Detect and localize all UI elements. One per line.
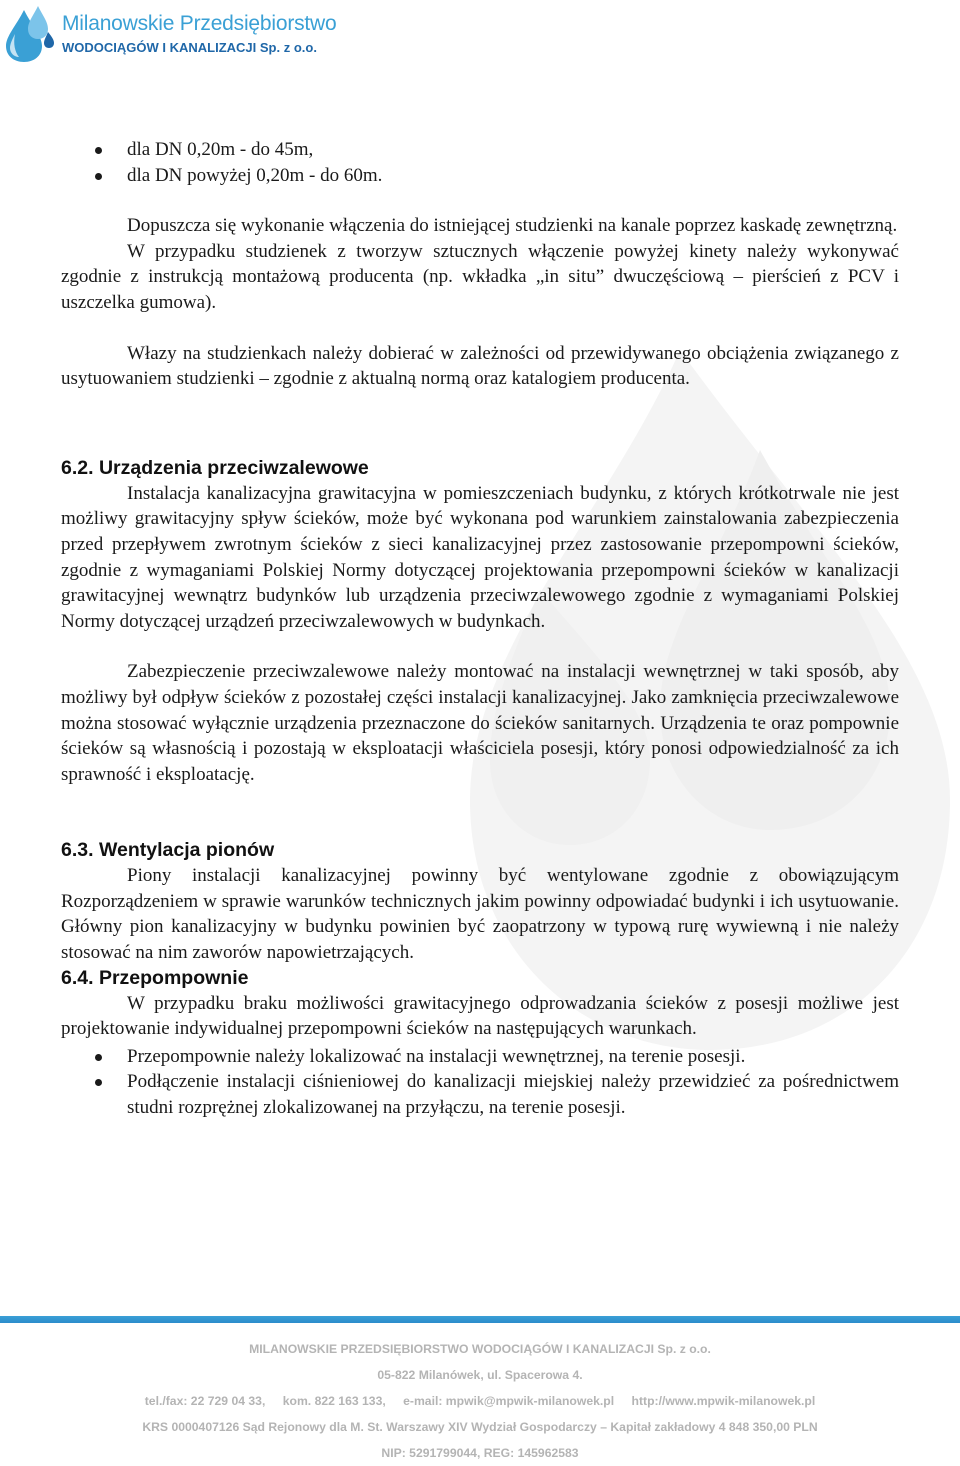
footer-company-name: MILANOWSKIE PRZEDSIĘBIORSTWO WODOCIĄGÓW I KANALIZACJI Sp. z o.o. bbox=[249, 1342, 711, 1356]
company-name-line1: Milanowskie Przedsiębiorstwo bbox=[62, 12, 337, 35]
water-drops-icon bbox=[2, 4, 54, 64]
paragraph-wlazy: Włazy na studzienkach należy dobierać w zależności od przewidywanego obciążenia związanego z usytuowaniem studzienki – zgodnie z aktualną normą oraz katalogiem producenta. bbox=[61, 342, 899, 390]
list-item: Przepompownie należy lokalizować na instalacji wewnętrznej, na terenie posesji. bbox=[61, 1044, 899, 1070]
heading-6-2: 6.2. Urządzenia przeciwzalewowe bbox=[61, 456, 369, 479]
paragraph-6-2-a: Instalacja kanalizacyjna grawitacyjna w pomieszczeniach budynku, z których krótkotrwale nie jest możliwy grawitacyjny spływ ścieków, może być wykonana pod warunkiem zainstalowania zabezpieczenia przed przepływem zwrotnym ścieków z sieci kanalizacyjnej przez zastosowanie przepompowni ścieków, zgodnie z wymaganiami Polskiej Normy dotyczącej projektowania przepompowni ścieków w kanalizacji grawitacyjnej wewnątrz budynków lub urządzenia przeciwzalewowego zgodnie z wymaganiami Polskiej Normy dotyczącej urządzeń przeciwzalewowych w budynkach. bbox=[61, 482, 899, 632]
list-item: dla DN powyżej 0,20m - do 60m. bbox=[61, 163, 899, 189]
page-footer bbox=[0, 1336, 960, 1466]
bullet-list-przepompownie bbox=[61, 1044, 899, 1121]
bullet-icon bbox=[95, 147, 102, 154]
heading-6-3: 6.3. Wentylacja pionów bbox=[61, 839, 275, 862]
list-item: Podłączenie instalacji ciśnieniowej do kanalizacji miejskiej należy przewidzieć za pośrednictwem studni rozprężnej zlokalizowanej na przyłączu, na terenie posesji. bbox=[61, 1069, 899, 1120]
paragraph-studzienki: W przypadku studzienek z tworzyw sztucznych włączenie powyżej kinety należy wykonywać zgodnie z instrukcją montażową producenta (np. wkładka „in situ” dwuczęściową – pierścień z PCV i uszczelka gumowa). bbox=[61, 240, 899, 313]
footer-divider-bar bbox=[0, 1316, 960, 1323]
bullet-icon bbox=[95, 1079, 102, 1086]
list-item: dla DN 0,20m - do 45m, bbox=[61, 137, 899, 163]
footer-address: 05-822 Milanówek, ul. Spacerowa 4. bbox=[377, 1368, 583, 1382]
company-name-line2: WODOCIĄGÓW I KANALIZACJI Sp. z o.o. bbox=[62, 40, 317, 55]
bullet-list-dn bbox=[61, 137, 899, 188]
footer-contact bbox=[0, 1388, 960, 1414]
page-header bbox=[0, 0, 400, 72]
paragraph-6-3: Piony instalacji kanalizacyjnej powinny być wentylowane zgodnie z obowiązującym Rozporządzeniem w sprawie warunków technicznych jakim powinny odpowiadać budynki i ich usytuowanie. Główny pion kanalizacyjny w budynku powinien być zaopatrzony w typową rurę wywiewną i nie należy stosować na nim zaworów napowietrzających. bbox=[61, 865, 899, 964]
footer-krs: KRS 0000407126 Sąd Rejonowy dla M. St. Warszawy XIV Wydział Gospodarczy – Kapitał zakładowy 4 848 350,00 PLN bbox=[142, 1420, 818, 1434]
footer-kom: kom. 822 163 133, bbox=[282, 1394, 386, 1408]
footer-email: e-mail: mpwik@mpwik-milanowek.pl bbox=[403, 1394, 615, 1408]
bullet-icon bbox=[95, 1054, 102, 1061]
heading-6-4: 6.4. Przepompownie bbox=[61, 966, 249, 989]
footer-nip: NIP: 5291799044, REG: 145962583 bbox=[381, 1446, 579, 1460]
bullet-icon bbox=[95, 173, 102, 180]
document-body bbox=[61, 137, 899, 1121]
paragraph-6-4: W przypadku braku możliwości grawitacyjnego odprowadzania ścieków z posesji możliwe jest projektowanie indywidualnej przepompowni ścieków na następujących warunkach. bbox=[61, 992, 899, 1040]
footer-www: http://www.mpwik-milanowek.pl bbox=[631, 1394, 816, 1408]
paragraph-kaskada: Dopuszcza się wykonanie włączenia do istniejącej studzienki na kanale poprzez kaskadę zewnętrzną. bbox=[127, 215, 898, 237]
paragraph-6-2-b: Zabezpieczenie przeciwzalewowe należy montować na instalacji wewnętrznej w taki sposób, aby możliwy był odpływ ścieków z pozostałej części instalacji kanalizacyjnej. Jako zamknięcia przeciwzalewowe można stosować wyłącznie urządzenia przeznaczone do ścieków sanitarnych. Urządzenia te oraz pompownie ścieków są własnością i pozostają w eksploatacji właściciela posesji, który ponosi odpowiedzialność za ich sprawność i eksploatację. bbox=[61, 661, 899, 785]
footer-tel: tel./fax: 22 729 04 33, bbox=[144, 1394, 266, 1408]
